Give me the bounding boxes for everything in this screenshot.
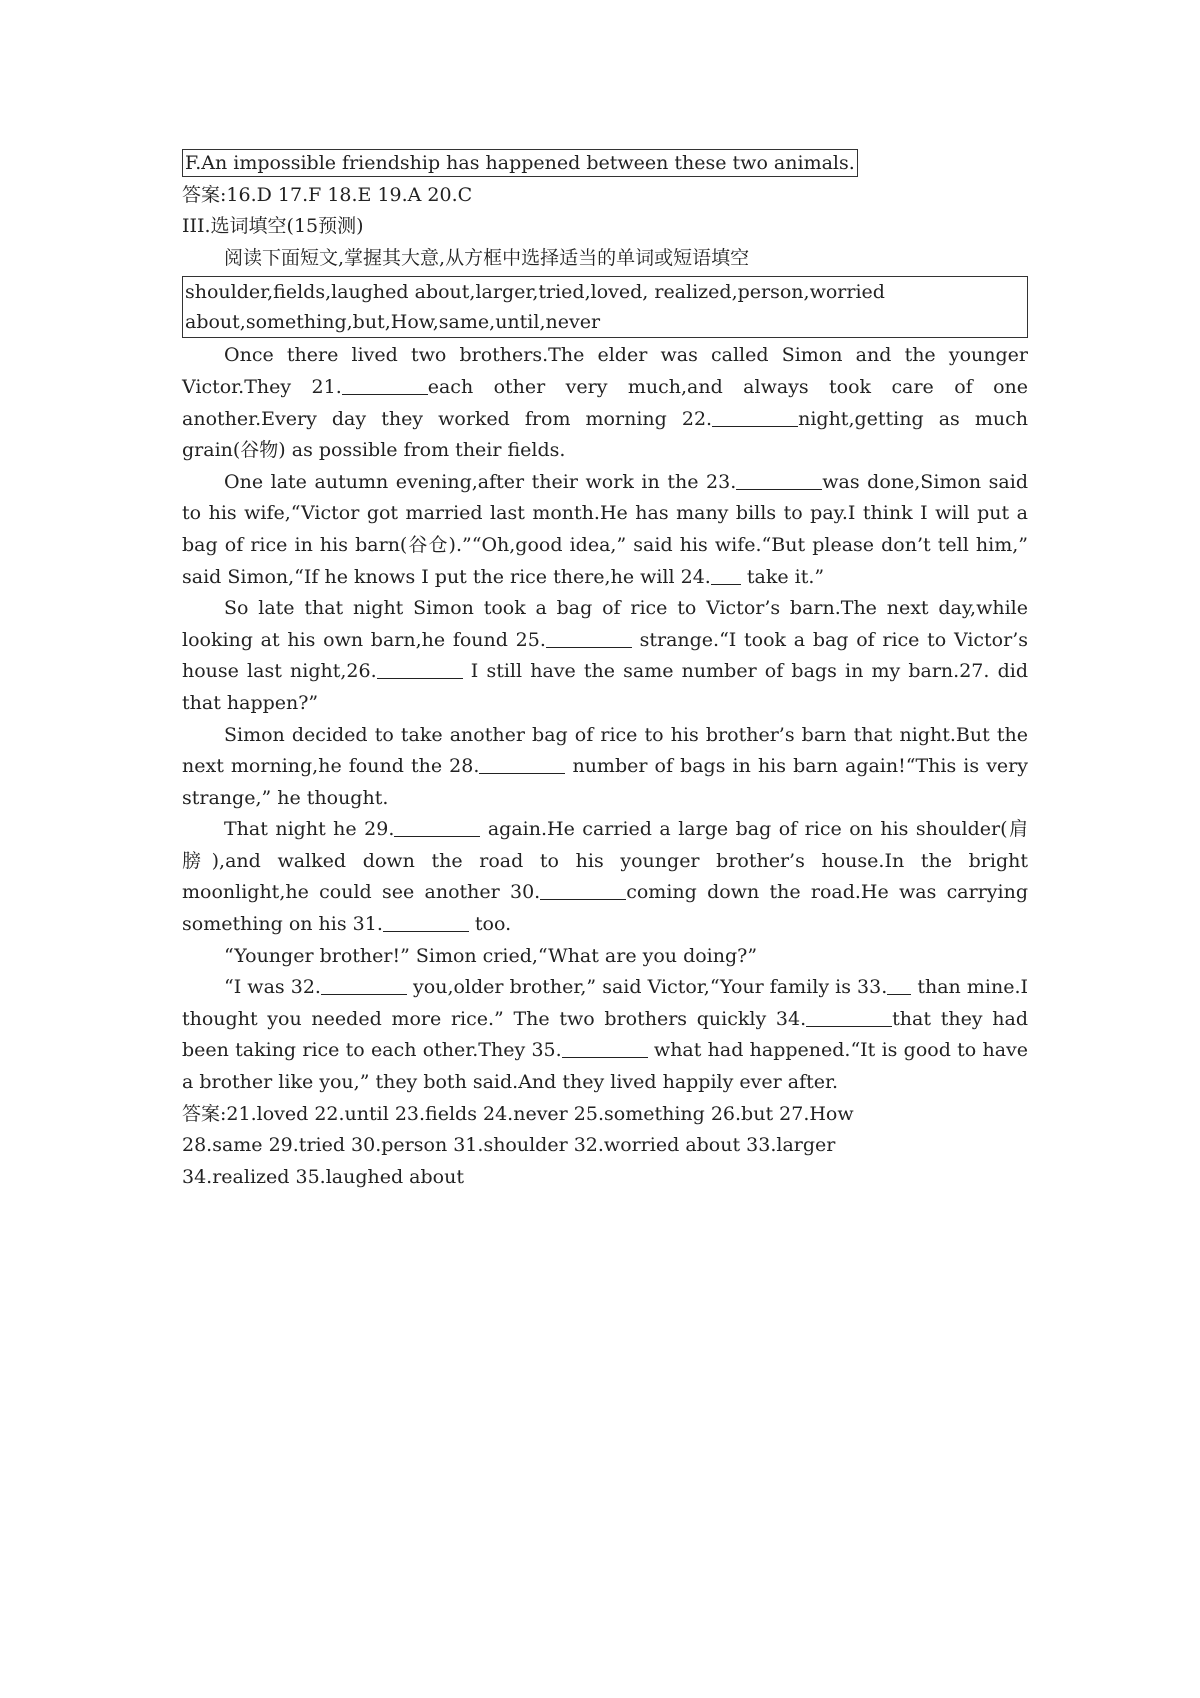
text-span: coming down the road.He was carrying something on his 31.: [182, 881, 1028, 936]
text-span: That night he 29.: [224, 818, 395, 841]
answer-line-2a: 答案:21.loved 22.until 23.fields 24.never 25.something 26.but 27.How: [182, 1102, 854, 1125]
text-span: each other very much,and always took care of one another.Every day they worked from morning 22.: [182, 375, 1028, 430]
answer-line-1: 答案:16.D 17.F 18.E 19.A 20.C: [182, 183, 473, 206]
blank-23: [736, 471, 822, 490]
paragraph-4: [182, 720, 1028, 815]
text-span: night,getting as much grain(谷物) as possible from their fields.: [182, 407, 1028, 462]
blank-29: [394, 818, 480, 837]
text-span: Once there lived two brothers.The elder was called Simon and the younger Victor.They 21.: [182, 344, 1028, 398]
paragraph-3: [182, 593, 1028, 719]
text-span: too.: [468, 913, 512, 936]
text-span: that they had been taking rice to each other.They 35.: [182, 1007, 1028, 1062]
blank-33: [887, 976, 911, 995]
word-box-line-2: about,something,but,How,same,until,never: [185, 311, 601, 334]
blank-32: [321, 976, 407, 995]
text-span: number of bags in his barn again!“This is very strange,” he thought.: [182, 755, 1028, 809]
paragraph-6: “Younger brother!” Simon cried,“What are you doing?”: [224, 944, 758, 967]
text-span: you,older brother,” said Victor,“Your family is 33.: [406, 976, 888, 999]
paragraph-1: [182, 340, 1028, 466]
document-page: [182, 148, 1028, 1193]
paragraph-5: [182, 814, 1028, 940]
answer-line-2c: 34.realized 35.laughed about: [182, 1165, 464, 1188]
text-span: take it.”: [746, 565, 825, 588]
answer-line-2b: 28.same 29.tried 30.person 31.shoulder 32.worried about 33.larger: [182, 1134, 836, 1157]
instruction: 阅读下面短文,掌握其大意,从方框中选择适当的单词或短语填空: [224, 246, 750, 269]
blank-35: [562, 1039, 648, 1058]
blank-30: [540, 881, 626, 900]
text-span: One late autumn evening,after their work in the 23.: [224, 470, 737, 493]
blank-26: [377, 660, 463, 679]
blank-21: [342, 376, 428, 395]
section-title: III.选词填空(15预测): [182, 215, 364, 238]
text-span: than mine.I thought you needed more rice.” The two brothers quickly 34.: [182, 976, 1028, 1030]
blank-22: [712, 408, 798, 427]
text-span: again.He carried a large bag of rice on his shoulder(肩膀),and walked down the road to his younger brother’s house.In the bright moonlight,he could see another 30.: [182, 818, 1028, 904]
paragraph-2: [182, 467, 1028, 593]
word-box-line-1: shoulder,fields,laughed about,larger,tried,loved, realized,person,worried: [185, 281, 885, 304]
blank-31: [383, 913, 469, 932]
text-span: strange.“I took a bag of rice to Victor’s house last night,26.: [182, 628, 1028, 683]
text-span: Simon decided to take another bag of rice to his brother’s barn that night.But the next morning,he found the 28.: [182, 723, 1028, 778]
blank-25: [546, 629, 632, 648]
option-f-box: F.An impossible friendship has happened between these two animals.: [182, 149, 858, 177]
text-span: what had happened.“It is good to have a brother like you,” they both said.And they lived happily ever after.: [182, 1039, 1028, 1094]
text-span: I still have the same number of bags in my barn.27.: [462, 660, 990, 683]
text-span: was done,Simon said to his wife,“Victor got married last month.He has many bills to pay.I think I will put a bag of rice in his barn(谷仓).”“Oh,good idea,” said his wife.“But please don’t tell him,” said Simon,“If he knows I put the rice there,he will 24.: [182, 470, 1028, 588]
blank-28: [479, 755, 565, 774]
word-box: [182, 276, 1028, 338]
blank-34: [806, 1008, 892, 1027]
blank-24: [711, 566, 741, 585]
paragraph-7: [182, 972, 1028, 1098]
text-span: “I was 32.: [224, 976, 321, 999]
text-span: did that happen?”: [182, 660, 1028, 714]
text-span: So late that night Simon took a bag of rice to Victor’s barn.The next day,while looking at his own barn,he found 25.: [182, 597, 1028, 651]
